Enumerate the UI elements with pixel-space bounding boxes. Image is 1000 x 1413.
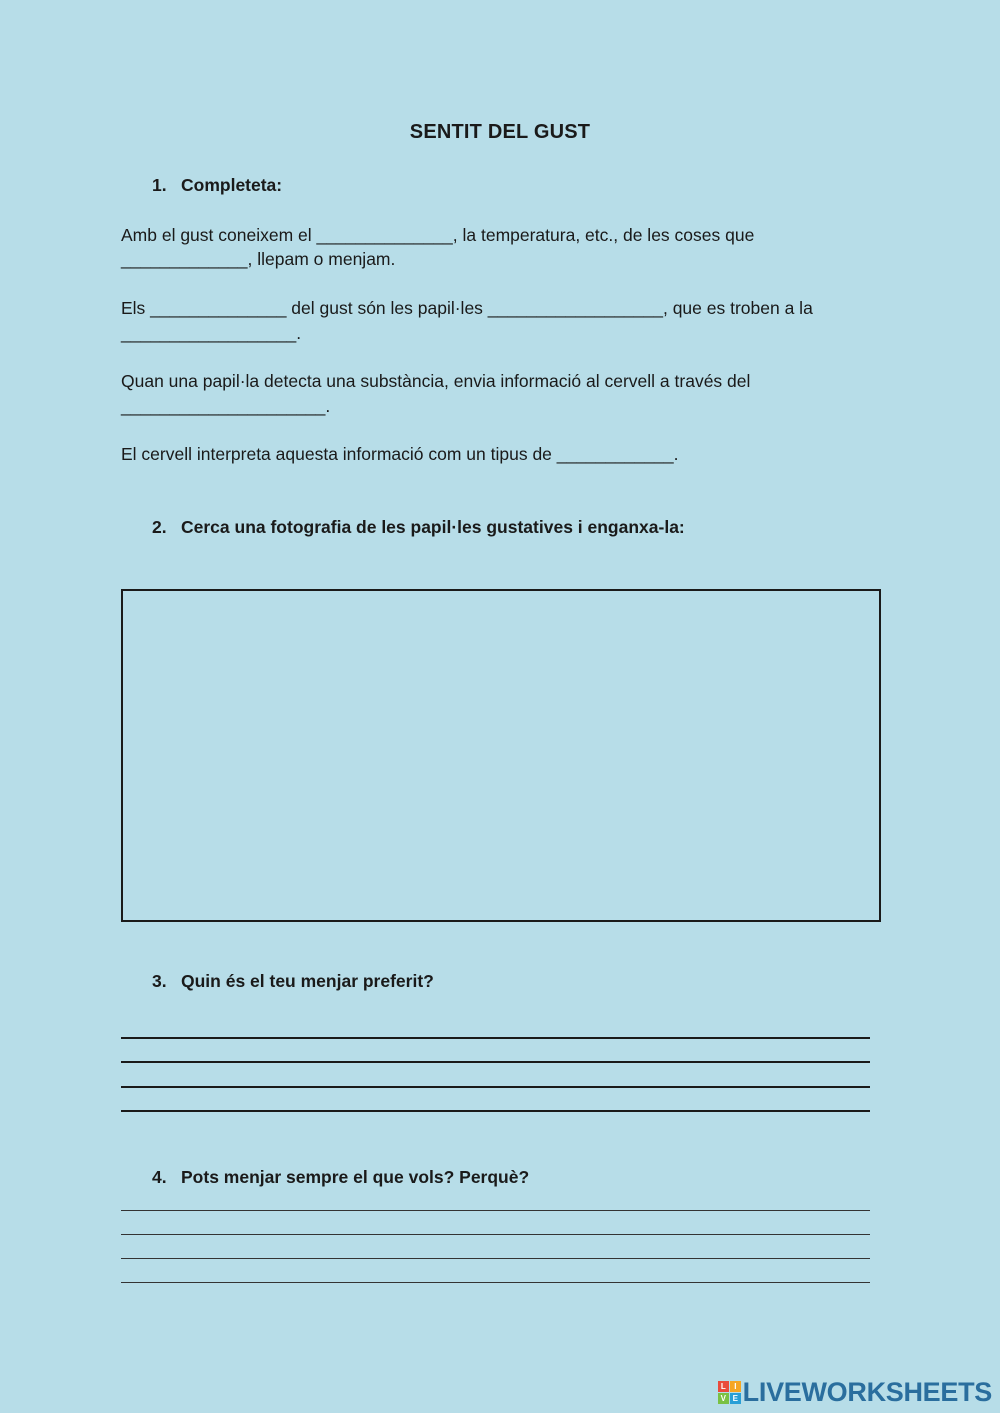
fill-line-7[interactable]: El cervell interpreta aquesta informació com un tipus de ____________.: [121, 444, 679, 464]
page-title: SENTIT DEL GUST: [409, 121, 591, 143]
logo-mark-i: I: [730, 1381, 741, 1392]
answer-line-3-3[interactable]: [121, 1086, 870, 1088]
photo-drop-box[interactable]: [121, 589, 881, 922]
section-4-number: 4.: [152, 1167, 167, 1187]
fill-line-4[interactable]: __________________.: [121, 323, 302, 343]
logo-mark-v: V: [718, 1393, 729, 1404]
answer-line-3-4[interactable]: [121, 1110, 870, 1112]
answer-line-3-1[interactable]: [121, 1037, 870, 1039]
fill-line-5[interactable]: Quan una papil·la detecta una substància, envia informació al cervell a través del: [121, 371, 751, 391]
fill-line-1[interactable]: Amb el gust coneixem el ______________, la temperatura, etc., de les coses que: [121, 225, 755, 245]
section-3-title: Quin és el teu menjar preferit?: [181, 971, 434, 991]
fill-line-6[interactable]: _____________________.: [121, 396, 331, 416]
section-1-heading: [152, 175, 282, 196]
section-2-heading: [152, 517, 685, 538]
logo-text: LIVEWORKSHEETS: [742, 1377, 992, 1407]
section-3-heading: [152, 971, 434, 992]
fill-line-2[interactable]: _____________, llepam o menjam.: [121, 249, 396, 269]
fill-line-3[interactable]: Els ______________ del gust són les papil·les __________________, que es troben a la: [121, 298, 813, 318]
liveworksheets-logo: [718, 1377, 992, 1408]
answer-line-4-2[interactable]: [121, 1234, 870, 1235]
section-4-heading: [152, 1167, 529, 1188]
logo-mark-l: L: [718, 1381, 729, 1392]
section-2-title: Cerca una fotografia de les papil·les gustatives i enganxa-la:: [181, 517, 685, 537]
answer-line-4-4[interactable]: [121, 1282, 870, 1283]
answer-line-4-1[interactable]: [121, 1210, 870, 1211]
section-4-title: Pots menjar sempre el que vols? Perquè?: [181, 1167, 530, 1187]
answer-line-3-2[interactable]: [121, 1061, 870, 1063]
answer-line-4-3[interactable]: [121, 1258, 870, 1259]
logo-mark-icon: [718, 1381, 741, 1404]
logo-mark-e: E: [730, 1393, 741, 1404]
section-1-title: Completeta:: [181, 175, 283, 195]
section-3-number: 3.: [152, 971, 167, 991]
section-2-number: 2.: [152, 517, 167, 537]
section-1-number: 1.: [152, 175, 167, 195]
